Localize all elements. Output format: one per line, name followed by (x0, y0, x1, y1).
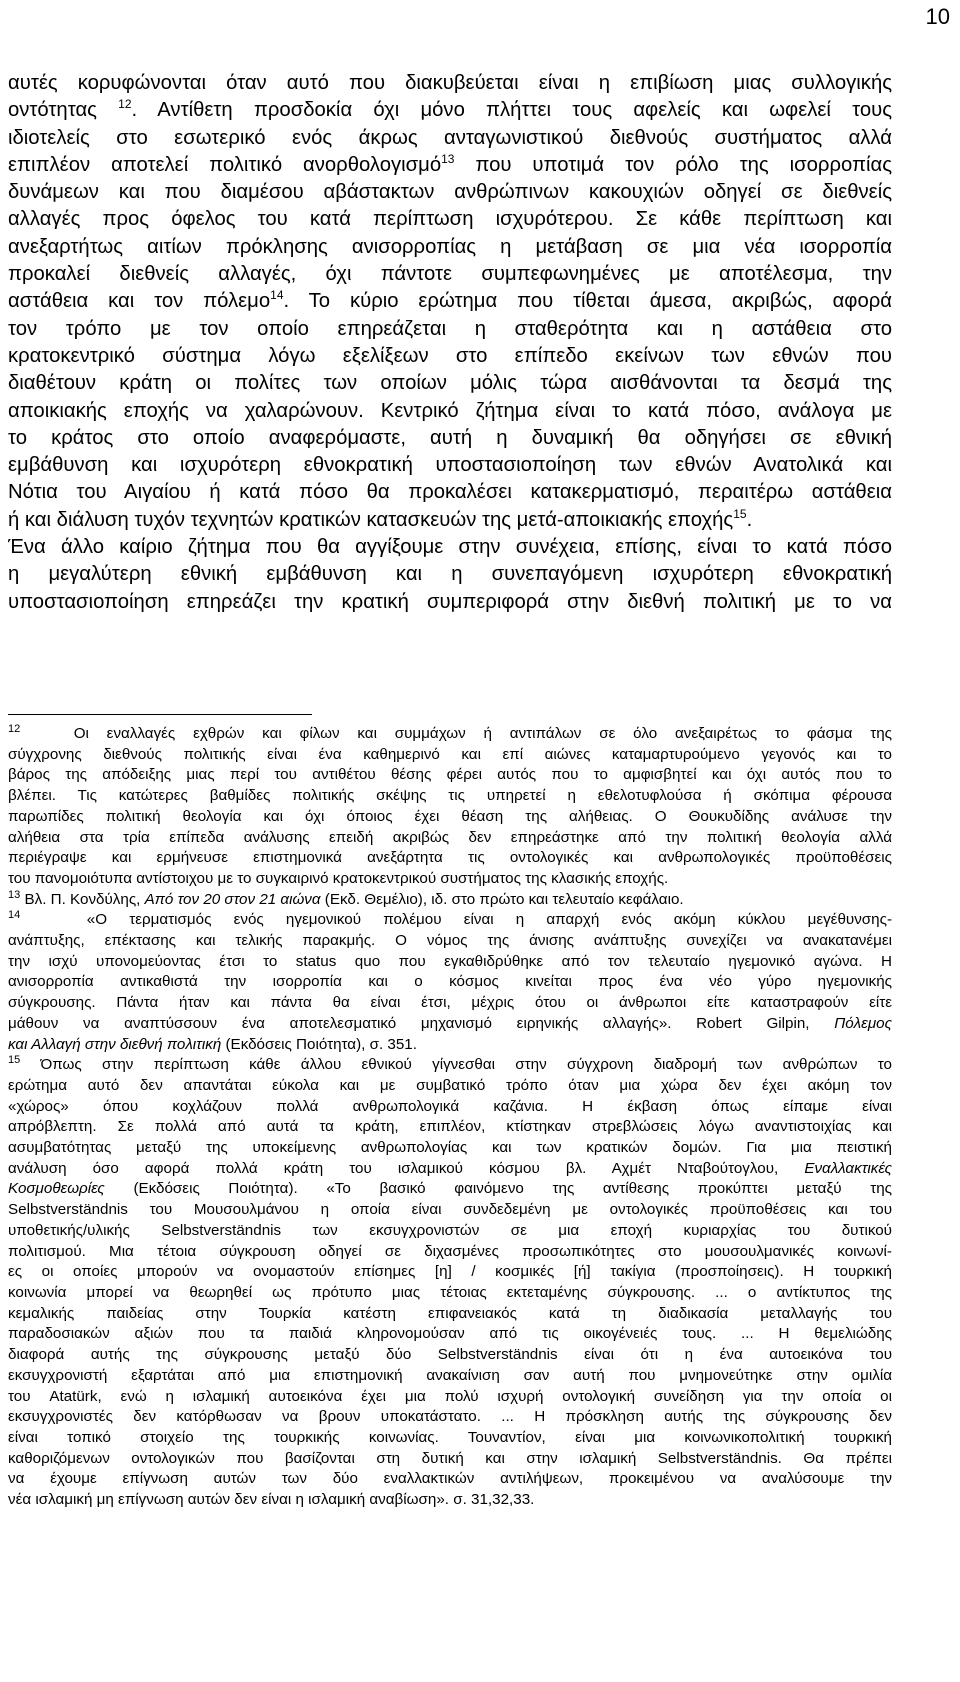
footnote-14-line: την ισχύ υπονομεύοντας έτσι το status quo που εγκαθιδρύθηκε από τον τελευταίο ηγεμονικό αγώνα. Η (8, 952, 892, 970)
footnote-12-line: του πανομοιότυπα αντίστοιχου με το συγκαιρινό κρατοκεντρικού συστήματος της κλασικής εποχής. (8, 869, 669, 887)
footnote-15-line: κοινωνία μπορεί να θεωρηθεί ως πρότυπο μιας τέτοιας εκτεταμένης σύγκρουσης. ... ο αντίκτυπος της (8, 1283, 892, 1301)
footnote-15-line: Selbstverständnis του Μουσουλμάνου η οποία είναι συνδεδεμένη με οντολογικές προϋποθέσεις και του (8, 1201, 892, 1219)
footnote-15-line: ες οι οποίες μπορούν να ονομαστούν επίσημες [η] / κοσμικές [ή] τακίγια (προσποίησεις). Η τουρκική (8, 1263, 892, 1281)
body-text (8, 70, 892, 616)
body-line: εμβάθυνση και ισχυρότερη εθνοκρατική υποστασιοποίηση των εθνών Ανατολικά και (8, 454, 892, 477)
footnote-15-line: κεμαλικής παιδείας στην Τουρκία κατέστη επιφανειακός κατά τη διαδικασία μεταλλαγής του (8, 1304, 892, 1322)
footnote-15-line: ανάλυση όσο αφορά πολλά κράτη του ισλαμικού κόσμου βλ. Αχμέτ Νταβούτογλου, Εναλλακτικές (8, 1159, 892, 1177)
footnote-15-line: διαφορά αυτής της σύγκρουσης μεταξύ δύο Selbstverständnis είναι ότι η ένα αυτοεικόνα του (8, 1346, 892, 1364)
body-line: επιπλέον αποτελεί πολιτικό ανορθολογισμό$^{13}$ που υποτιμά τον ρόλο της ισορροπίας (8, 152, 892, 176)
book-title: και Αλλαγή στην διεθνή πολιτική (8, 1035, 222, 1053)
footnote-12-line: παρωπίδες πολιτική θεολογία και όχι όποιος έχει θέαση της αλήθειας. Ο Θουκυδίδης ανάλυσε την (8, 807, 892, 825)
footnote-15-line: ασυμβατότητας μεταξύ της υποκείμενης ανθρωπολογίας και των κρατικών δομών. Για μια πειστική (8, 1139, 892, 1157)
footnote-14-line: ανισορροπία αντικαθιστά την ισορροπία και ο κόσμος κινείται προς ένα νέο γύρο ηγεμονικής (8, 973, 892, 991)
footnote-15-line: είναι τοπικό στοιχείο της τουρκικής κοινωνίας. Τουναντίον, είναι μια κοινωνικοπολιτική τουρκική (8, 1428, 892, 1446)
footnotes (8, 724, 892, 1511)
footnote-15-line: να έχουμε επίγνωση αυτών των δύο εναλλακτικών αντιλήψεων, προκειμένου να αναλύσουμε την (8, 1470, 892, 1488)
body-line: προκαλεί διεθνείς αλλαγές, όχι πάντοτε συμπεφωνημένες με αποτέλεσμα, την (8, 263, 892, 286)
footnote-15-line: πολιτισμού. Μια τέτοια σύγκρουση οδηγεί σε διχασμένες προσωπικότητες στο μουσουλμανικές κοινωνί- (8, 1242, 892, 1260)
book-title: Από τον 20 στον 21 αιώνα (144, 890, 321, 908)
footnote-separator (8, 714, 312, 715)
footnote-12-line: αλήθεια στα τρία επίπεδα ανάλυσης επειδή ακριβώς δεν επηρεάστηκε από την πολιτική θεολογία αλλά (8, 828, 892, 846)
body-line: η μεγαλύτερη εθνική εμβάθυνση και η συνεπαγόμενη ισχυρότερη εθνοκρατική (8, 563, 892, 586)
footnote-14-line: σύγκρουσης. Πάντα ήταν και πάντα θα είναι έτσι, μέχρις ότου οι άνθρωποι είτε καταστραφούν είτε (8, 994, 892, 1012)
footnote-12-line: σύγχρονης διεθνούς πολιτικής είναι ένα καθημερινό και επί αιώνες καταμαρτυρούμενο γεγονός και το (8, 745, 892, 763)
footnote-13-line: $^{13}$ Βλ. Π. Κονδύλης, Από τον 20 στον 21 αιώνα (Εκδ. Θεμέλιο), ιδ. στο πρώτο και τελευταίο κεφάλαιο. (8, 889, 684, 908)
book-title: Εναλλακτικές (804, 1159, 892, 1177)
footnote-15-line: εκσυγχρονιστές δεν κατόρθωσαν να βρουν υποκατάστατο. ... Η πρόσκληση αυτής της σύγκρουσης δεν (8, 1408, 892, 1426)
footnote-15-line: απρόβλεπτη. Σε πολλά από αυτά τα κράτη, επιπλέον, κτίστηκαν στρεβλώσεις λόγω αναντιστοιχίας και (8, 1118, 892, 1136)
footnote-ref[interactable]: 13 (441, 152, 455, 167)
footnote-14-line: ανάπτυξης, επέκτασης και τελικής παρακμής. Ο νόμος της άνισης ανάπτυξης συνεχίζει να ανακατανέμει (8, 932, 892, 950)
body-line: ή και διάλυση τυχόν τεχνητών κρατικών κατασκευών της μετά-αποικιακής εποχής$^{15}$. (8, 506, 753, 531)
footnote-12-line: $^{12}$ Οι εναλλαγές εχθρών και φίλων και συμμάχων ή αντιπάλων σε όλο ανεξαιρέτως το φάσμα της (8, 724, 892, 742)
body-line: Νότια του Αιγαίου ή κατά πόσο θα προκαλέσει κατακερματισμό, περαιτέρω αστάθεια (8, 481, 892, 504)
footnote-12-line: βάρος της απόδειξης μιας περί του αντιθέτου θέσης φέρει αυτός που το αμφισβητεί και όχι αυτός που το (8, 766, 892, 784)
footnote-15-line: ερώτημα αυτό δεν απαντάται εύκολα και με συμβατικό τρόπο όταν μια χώρα δεν έχει ακόμη τον (8, 1076, 892, 1094)
body-line: ιδιοτελείς στο εσωτερικό ενός άκρως ανταγωνιστικού διεθνούς συστήματος αλλά (8, 126, 892, 149)
body-line: Ένα άλλο καίριο ζήτημα που θα αγγίξουμε στην συνέχεια, επίσης, είναι το κατά πόσο (8, 536, 892, 559)
footnote-ref[interactable]: 14 (270, 288, 284, 303)
footnote-12-line: περιέγραψε και ερμήνευσε επιστημονικά ανεξάρτητα τις οντολογικές και ανθρωπολογικές προϋποθέσεις (8, 849, 892, 867)
book-title: Πόλεμος (834, 1014, 892, 1032)
body-line: οντότητας $^{12}$. Αντίθετη προσδοκία όχι μόνο πλήττει τους αφελείς και ωφελεί τους (8, 97, 892, 122)
page-number: 10 (925, 4, 950, 29)
body-line: υποστασιοποίηση επηρεάζει την κρατική συμπεριφορά στην διεθνή πολιτική με το να (8, 590, 892, 613)
footnote-15-line: παραδοσιακών αξιών που τα παιδιά κληρονομούσαν από τις οικογένειές τους. ... Η θεμελιώδης (8, 1325, 892, 1343)
footnote-14-line: $^{14}$ «Ο τερματισμός ενός ηγεμονικού πολέμου είναι η απαρχή ενός ακόμη κύκλου μεγέθυνσης- (8, 910, 892, 929)
footnote-15-line: Κοσμοθεωρίες (Εκδόσεις Ποιότητα). «Το βασικό φαινόμενο της αντίθεσης προκύπτει μεταξύ της (8, 1180, 892, 1198)
footnote-15-line: νέα ισλαμική μη επίγνωση αυτών δεν είναι η ισλαμική αναβίωση». σ. 31,32,33. (8, 1491, 535, 1509)
footnote-ref[interactable]: 12 (118, 97, 132, 112)
body-line: αστάθεια και τον πόλεμο$^{14}$. Το κύριο ερώτημα που τίθεται άμεσα, ακριβώς, αφορά (8, 288, 892, 313)
footnote-15-line: $^{15}$ Όπως στην περίπτωση κάθε άλλου εθνικού γίγνεσθαι στην σύγχρονη διαδρομή των ανθρώπων το (8, 1055, 892, 1074)
footnote-14-line: και Αλλαγή στην διεθνή πολιτική (Εκδόσεις Ποιότητα), σ. 351. (8, 1035, 417, 1053)
body-line: δυνάμεων και που διαμέσου αβάστακτων ανθρώπινων κακουχιών οδηγεί σε διεθνείς (8, 181, 892, 204)
body-line: κρατοκεντρικό σύστημα λόγω εξελίξεων στο επίπεδο εκείνων των εθνών που (8, 344, 892, 367)
footnote-15-line: υποθετικής/υλικής Selbstverständnis των εκσυγχρονιστών σε μια εποχή κυριαρχίας του δυτικού (8, 1221, 892, 1239)
book-title: Κοσμοθεωρίες (8, 1180, 105, 1198)
footnote-12-line: βλέπει. Τις κατώτερες βαθμίδες πολιτικής σκέψης τις υπηρετεί η εθελοτυφλούσα ή σκόπιμα φέρουσα (8, 787, 892, 805)
footnote-14-line: μάθουν να αναπτύσσουν ένα αποτελεσματικό μηχανισμό ειρηνικής αλλαγής». Robert Gilpin, Πόλεμος (8, 1014, 892, 1032)
footnote-ref[interactable]: 15 (733, 506, 747, 521)
body-line: αλλαγές προς όφελος του κατά περίπτωση ισχυρότερου. Σε κάθε περίπτωση και (8, 208, 892, 231)
body-line: το κράτος στο οποίο αναφερόμαστε, αυτή η δυναμική θα οδηγήσει σε εθνική (8, 426, 892, 449)
body-line: αποικιακής εποχής να χαλαρώνουν. Κεντρικό ζήτημα είναι το κατά πόσο, ανάλογα με (8, 399, 892, 422)
body-line: ανεξαρτήτως αιτίων πρόκλησης ανισορροπίας η μετάβαση σε μια νέα ισορροπία (8, 235, 892, 258)
footnote-15-line: του Atatürk, ενώ η ισλαμική αυτοεικόνα έχει μια πολύ ισχυρή οντολογική συνείδηση για την οποία οι (8, 1387, 892, 1405)
body-line: διαθέτουν κράτη οι πολίτες των οποίων μόλις τώρα αισθάνονται τα δεσμά της (8, 372, 892, 395)
body-line: αυτές κορυφώνονται όταν αυτό που διακυβεύεται είναι η επιβίωση μιας συλλογικής (8, 72, 892, 94)
footnote-15-line: εκσυγχρονιστή εξαρτάται από μια επιστημονική ανακαίνιση σαν αυτή που μνημονεύτηκε στην ομιλία (8, 1366, 892, 1384)
body-line: τον τρόπο με τον οποίο επηρεάζεται η σταθερότητα και η αστάθεια στο (8, 317, 892, 340)
footnote-15-line: καθοριζόμενων οντολογικών που βασίζονται στη δυτική και στην ισλαμική Selbstverständnis. Θα πρέπει (8, 1449, 892, 1467)
footnote-15-line: «χώρος» όπου κοχλάζουν πολλά ανθρωπολογικά καζάνια. Η έκβαση όπως είπαμε είναι (8, 1097, 892, 1115)
